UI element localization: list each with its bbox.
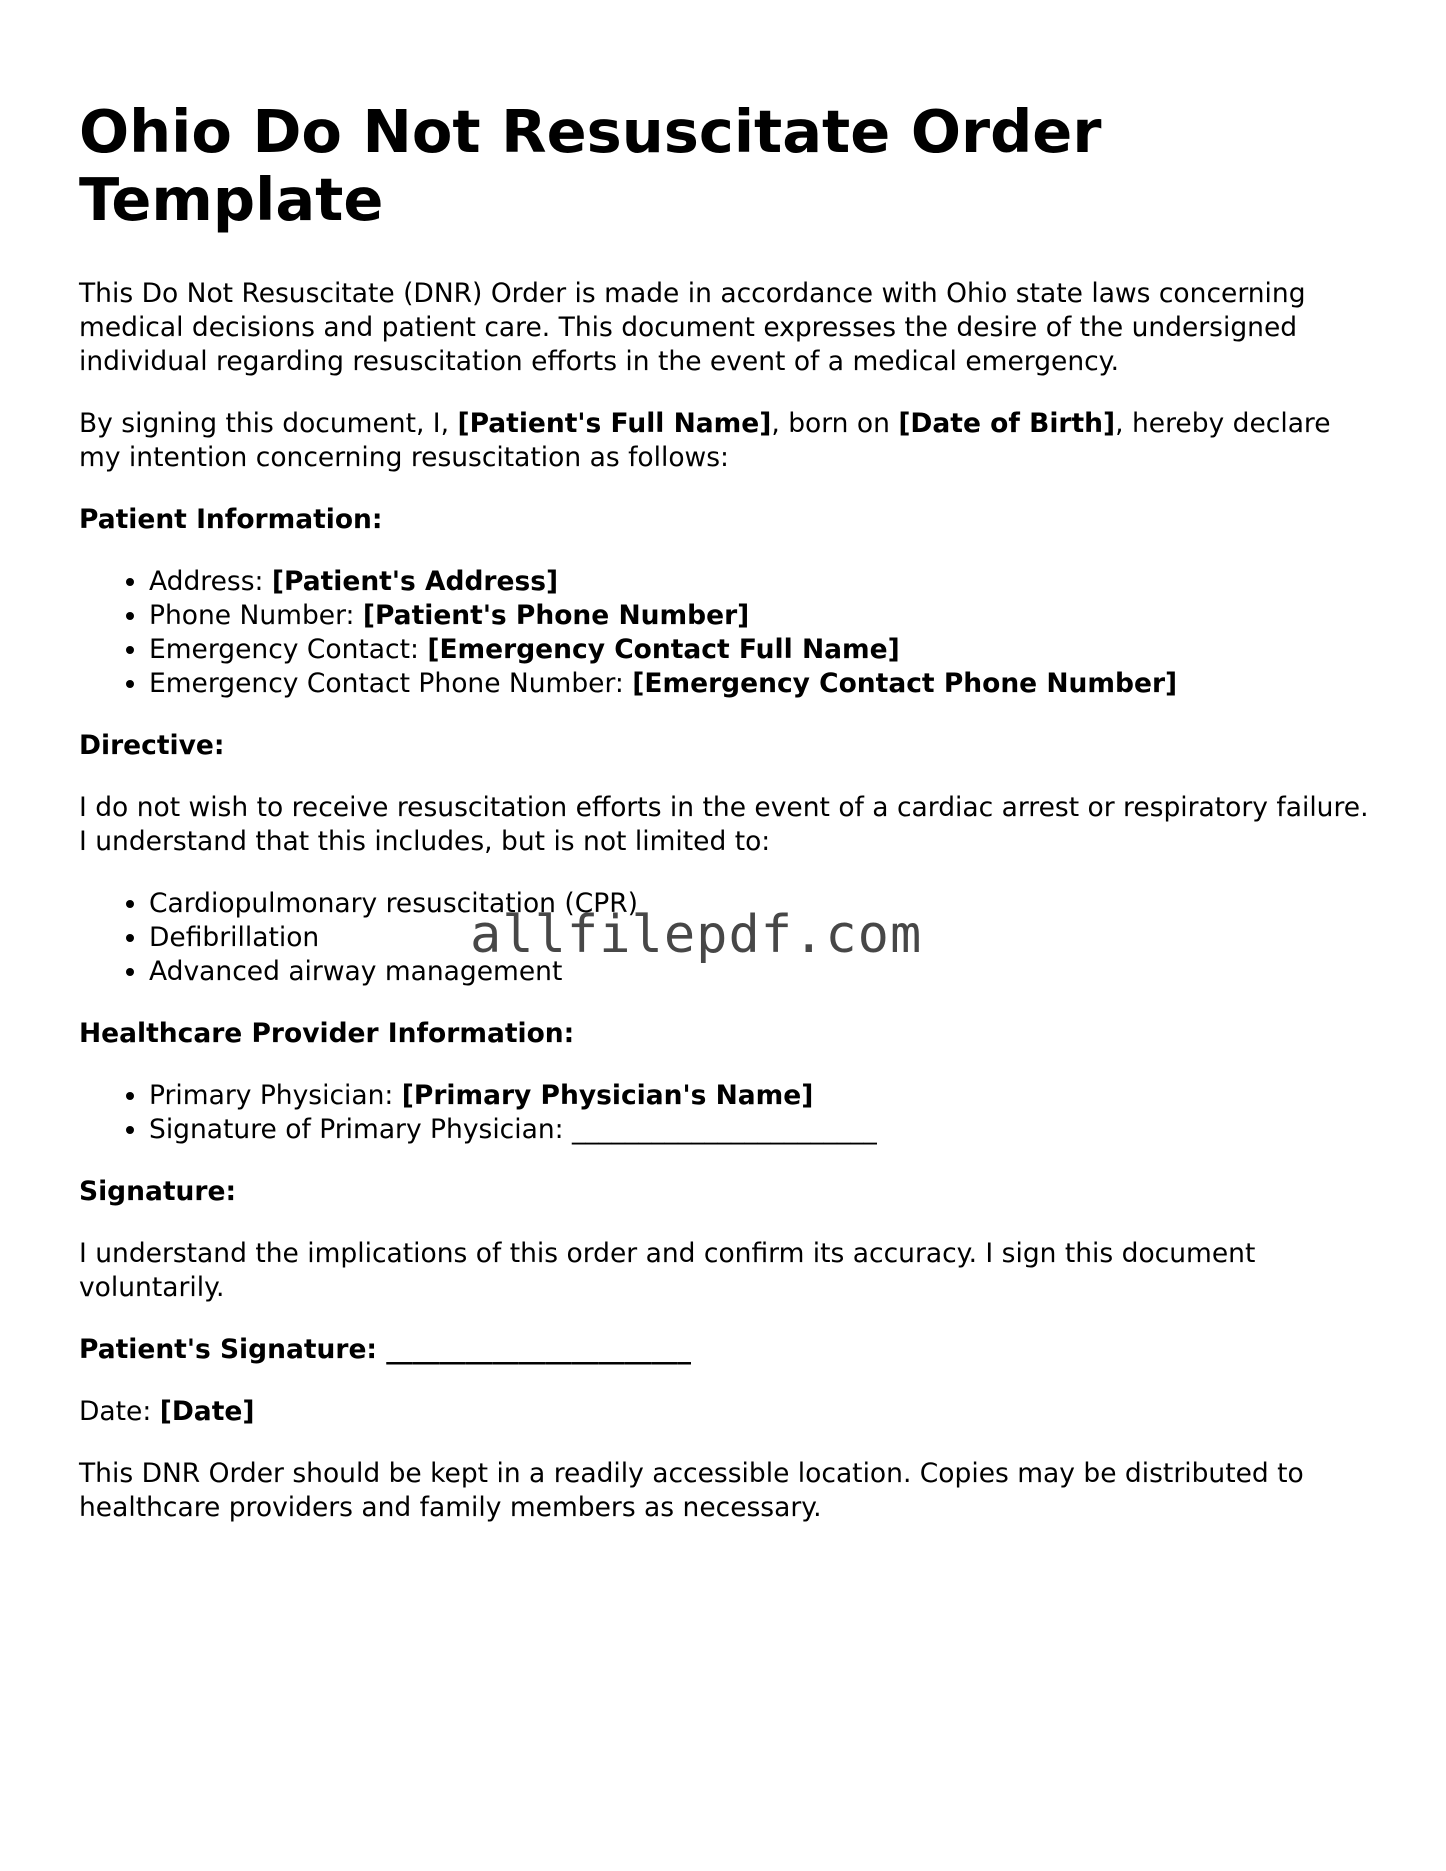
declaration-text-3: , hereby declare my intention concerning resuscitation as follows: — [79, 408, 1331, 473]
patient-signature-line[interactable]: _______________________ — [386, 1334, 691, 1365]
dob-placeholder: [Date of Birth] — [898, 408, 1116, 439]
phone-label: Phone Number: — [149, 600, 363, 631]
declaration-text-2: , born on — [771, 408, 899, 439]
signature-paragraph: I understand the implications of this order and confirm its accuracy. I sign this document voluntarily. — [79, 1238, 1256, 1303]
emergency-phone-label: Emergency Contact Phone Number: — [149, 668, 633, 699]
patient-name-placeholder: [Patient's Full Name] — [457, 408, 772, 439]
list-item — [149, 633, 1379, 667]
phone-placeholder: [Patient's Phone Number] — [362, 600, 750, 631]
address-placeholder: [Patient's Address] — [271, 566, 559, 597]
date-row — [79, 1395, 1379, 1429]
declaration-paragraph — [79, 407, 1379, 475]
directive-paragraph: I do not wish to receive resuscitation efforts in the event of a cardiac arrest or respiratory failure. I understand that this includes, but is not limited to: — [79, 792, 1369, 857]
patient-info-heading: Patient Information: — [79, 504, 383, 535]
patient-signature-label: Patient's Signature: — [79, 1334, 387, 1365]
provider-heading: Healthcare Provider Information: — [79, 1018, 575, 1049]
emergency-contact-placeholder: [Emergency Contact Full Name] — [427, 634, 900, 665]
directive-heading: Directive: — [79, 730, 225, 761]
patient-info-list — [79, 565, 1379, 701]
list-item — [149, 565, 1379, 599]
document-title: Ohio Do Not Resuscitate Order Template — [79, 97, 1102, 234]
list-item: • Cardiopulmonary resuscitation (CPR) — [149, 887, 1379, 921]
provider-list — [79, 1079, 1379, 1147]
patient-signature-row — [79, 1333, 1379, 1367]
date-label: Date: — [79, 1396, 160, 1427]
signature-heading: Signature: — [79, 1176, 237, 1207]
physician-signature-label: Signature of Primary Physician: — [149, 1114, 573, 1145]
closing-paragraph: This DNR Order should be kept in a readily accessible location. Copies may be distributed to healthcare providers and family members as necessary. — [79, 1458, 1304, 1523]
physician-label: Primary Physician: — [149, 1080, 402, 1111]
physician-signature-line[interactable]: _______________________ — [572, 1114, 877, 1145]
intro-paragraph: This Do Not Resuscitate (DNR) Order is made in accordance with Ohio state laws concerning medical decisions and patient care. This document expresses the desire of the undersigned individual regarding resuscitation efforts in the event of a medical emergency. — [79, 278, 1306, 377]
address-label: Address: — [149, 566, 272, 597]
document-page — [79, 98, 1379, 1553]
list-item — [149, 599, 1379, 633]
date-placeholder: [Date] — [159, 1396, 255, 1427]
list-item: • Defibrillation — [149, 921, 1379, 955]
emergency-phone-placeholder: [Emergency Contact Phone Number] — [632, 668, 1178, 699]
watermark: allfilepdf.com — [470, 905, 923, 965]
list-item — [149, 1113, 1379, 1147]
list-item — [149, 1079, 1379, 1113]
emergency-contact-label: Emergency Contact: — [149, 634, 428, 665]
physician-placeholder: [Primary Physician's Name] — [401, 1080, 814, 1111]
list-item — [149, 667, 1379, 701]
declaration-text-1: By signing this document, I, — [79, 408, 458, 439]
list-item: • Advanced airway management — [149, 955, 1379, 989]
